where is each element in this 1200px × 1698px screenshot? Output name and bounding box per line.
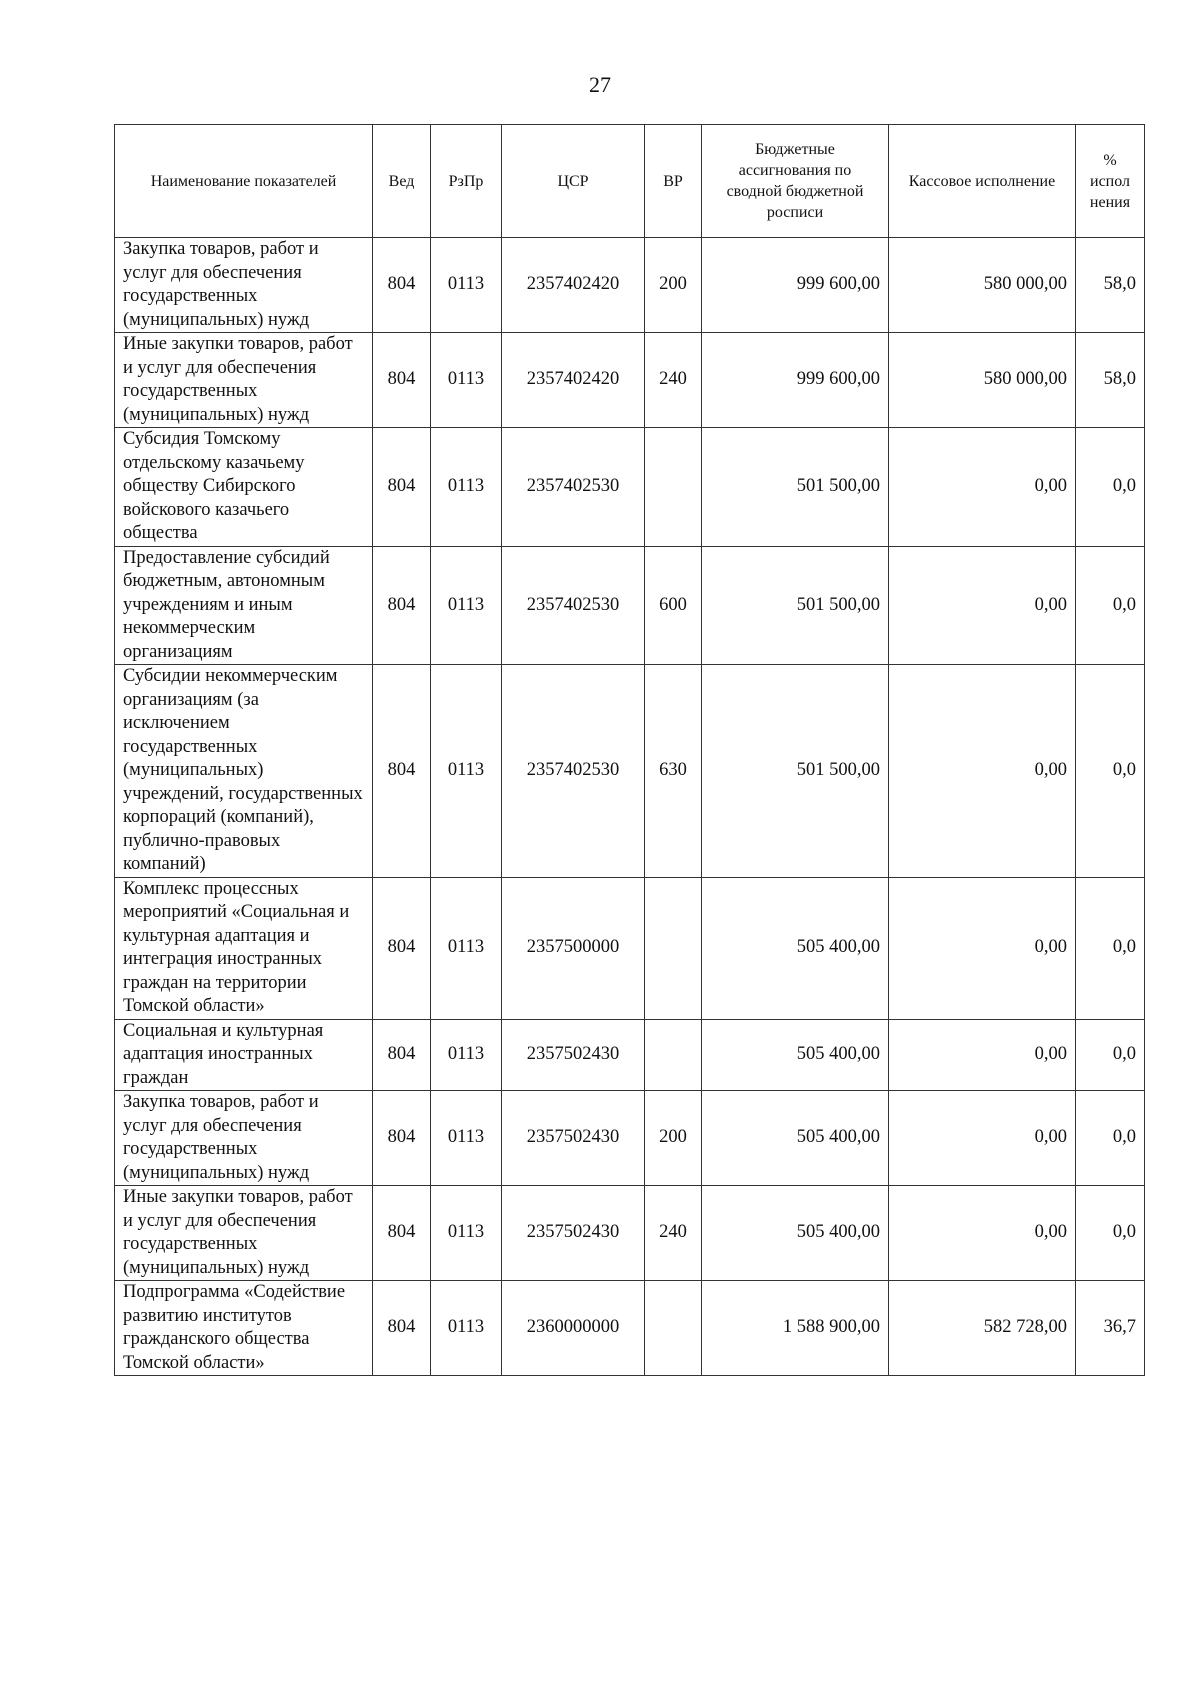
cell-vr: 630 (645, 665, 702, 878)
header-vr: ВР (645, 125, 702, 238)
cell-percent: 0,0 (1076, 428, 1145, 547)
header-ved: Вед (373, 125, 431, 238)
cell-csr: 2360000000 (502, 1281, 645, 1376)
cell-ved: 804 (373, 1281, 431, 1376)
cell-rzpr: 0113 (431, 1186, 502, 1281)
cell-rzpr: 0113 (431, 428, 502, 547)
cell-csr: 2357402530 (502, 546, 645, 665)
cell-ved: 804 (373, 333, 431, 428)
cell-vr (645, 877, 702, 1019)
cell-vr (645, 1281, 702, 1376)
cell-cash: 0,00 (889, 1091, 1076, 1186)
cell-name: Комплекс процессных мероприятий «Социальная и культурная адаптация и интеграция иностранных граждан на территории Томской области» (115, 877, 373, 1019)
cell-name: Предоставление субсидий бюджетным, автономным учреждениям и иным некоммерческим организациям (115, 546, 373, 665)
table-row (115, 1019, 1145, 1091)
cell-rzpr: 0113 (431, 333, 502, 428)
cell-percent: 0,0 (1076, 1091, 1145, 1186)
cell-vr: 200 (645, 1091, 702, 1186)
table-row (115, 546, 1145, 665)
cell-percent: 0,0 (1076, 665, 1145, 878)
cell-csr: 2357402420 (502, 333, 645, 428)
cell-ved: 804 (373, 238, 431, 333)
cell-budget: 999 600,00 (702, 333, 889, 428)
cell-percent: 0,0 (1076, 877, 1145, 1019)
budget-execution-table (114, 124, 1145, 1376)
cell-name: Социальная и культурная адаптация иностранных граждан (115, 1019, 373, 1091)
cell-rzpr: 0113 (431, 1091, 502, 1186)
cell-budget: 501 500,00 (702, 546, 889, 665)
cell-cash: 0,00 (889, 877, 1076, 1019)
cell-name: Иные закупки товаров, работ и услуг для обеспечения государственных (муниципальных) нужд (115, 1186, 373, 1281)
table-row (115, 1091, 1145, 1186)
table-row (115, 665, 1145, 878)
cell-percent: 58,0 (1076, 333, 1145, 428)
header-percent: % испол нения (1076, 125, 1145, 238)
cell-percent: 36,7 (1076, 1281, 1145, 1376)
cell-percent: 0,0 (1076, 1186, 1145, 1281)
header-csr: ЦСР (502, 125, 645, 238)
cell-rzpr: 0113 (431, 1019, 502, 1091)
cell-name: Закупка товаров, работ и услуг для обеспечения государственных (муниципальных) нужд (115, 1091, 373, 1186)
cell-rzpr: 0113 (431, 665, 502, 878)
cell-budget: 501 500,00 (702, 665, 889, 878)
cell-cash: 0,00 (889, 1186, 1076, 1281)
cell-cash: 0,00 (889, 1019, 1076, 1091)
cell-name: Закупка товаров, работ и услуг для обеспечения государственных (муниципальных) нужд (115, 238, 373, 333)
cell-csr: 2357502430 (502, 1019, 645, 1091)
cell-budget: 505 400,00 (702, 1186, 889, 1281)
cell-csr: 2357502430 (502, 1186, 645, 1281)
cell-csr: 2357402420 (502, 238, 645, 333)
cell-name: Субсидия Томскому отдельскому казачьему обществу Сибирского войскового казачьего общества (115, 428, 373, 547)
cell-ved: 804 (373, 546, 431, 665)
cell-rzpr: 0113 (431, 546, 502, 665)
cell-ved: 804 (373, 1186, 431, 1281)
table-row (115, 877, 1145, 1019)
table-header-row (115, 125, 1145, 238)
cell-ved: 804 (373, 1019, 431, 1091)
cell-name: Иные закупки товаров, работ и услуг для обеспечения государственных (муниципальных) нужд (115, 333, 373, 428)
cell-csr: 2357402530 (502, 428, 645, 547)
cell-vr (645, 428, 702, 547)
cell-budget: 1 588 900,00 (702, 1281, 889, 1376)
header-name: Наименование показателей (115, 125, 373, 238)
table-row (115, 428, 1145, 547)
cell-cash: 0,00 (889, 665, 1076, 878)
cell-cash: 582 728,00 (889, 1281, 1076, 1376)
cell-budget: 999 600,00 (702, 238, 889, 333)
page-number: 27 (589, 72, 611, 97)
header-cash: Кассовое исполнение (889, 125, 1076, 238)
cell-ved: 804 (373, 877, 431, 1019)
cell-percent: 0,0 (1076, 1019, 1145, 1091)
cell-ved: 804 (373, 428, 431, 547)
cell-csr: 2357402530 (502, 665, 645, 878)
cell-ved: 804 (373, 665, 431, 878)
cell-budget: 505 400,00 (702, 1019, 889, 1091)
cell-percent: 58,0 (1076, 238, 1145, 333)
table-row (115, 1281, 1145, 1376)
table-row (115, 1186, 1145, 1281)
cell-vr (645, 1019, 702, 1091)
cell-budget: 505 400,00 (702, 1091, 889, 1186)
cell-vr: 240 (645, 333, 702, 428)
cell-rzpr: 0113 (431, 1281, 502, 1376)
cell-vr: 240 (645, 1186, 702, 1281)
table-row (115, 238, 1145, 333)
cell-name: Подпрограмма «Содействие развитию институтов гражданского общества Томской области» (115, 1281, 373, 1376)
table-row (115, 333, 1145, 428)
cell-rzpr: 0113 (431, 238, 502, 333)
cell-cash: 580 000,00 (889, 333, 1076, 428)
cell-vr: 600 (645, 546, 702, 665)
cell-name: Субсидии некоммерческим организациям (за исключением государственных (муниципальных) учреждений, государственных корпораций (компаний), публично-правовых компаний) (115, 665, 373, 878)
header-rzpr: РзПр (431, 125, 502, 238)
cell-vr: 200 (645, 238, 702, 333)
cell-cash: 0,00 (889, 546, 1076, 665)
cell-csr: 2357502430 (502, 1091, 645, 1186)
cell-budget: 505 400,00 (702, 877, 889, 1019)
header-budget: Бюджетные ассигнования по сводной бюджетной росписи (702, 125, 889, 238)
cell-budget: 501 500,00 (702, 428, 889, 547)
cell-cash: 580 000,00 (889, 238, 1076, 333)
cell-rzpr: 0113 (431, 877, 502, 1019)
cell-cash: 0,00 (889, 428, 1076, 547)
cell-ved: 804 (373, 1091, 431, 1186)
cell-csr: 2357500000 (502, 877, 645, 1019)
cell-percent: 0,0 (1076, 546, 1145, 665)
